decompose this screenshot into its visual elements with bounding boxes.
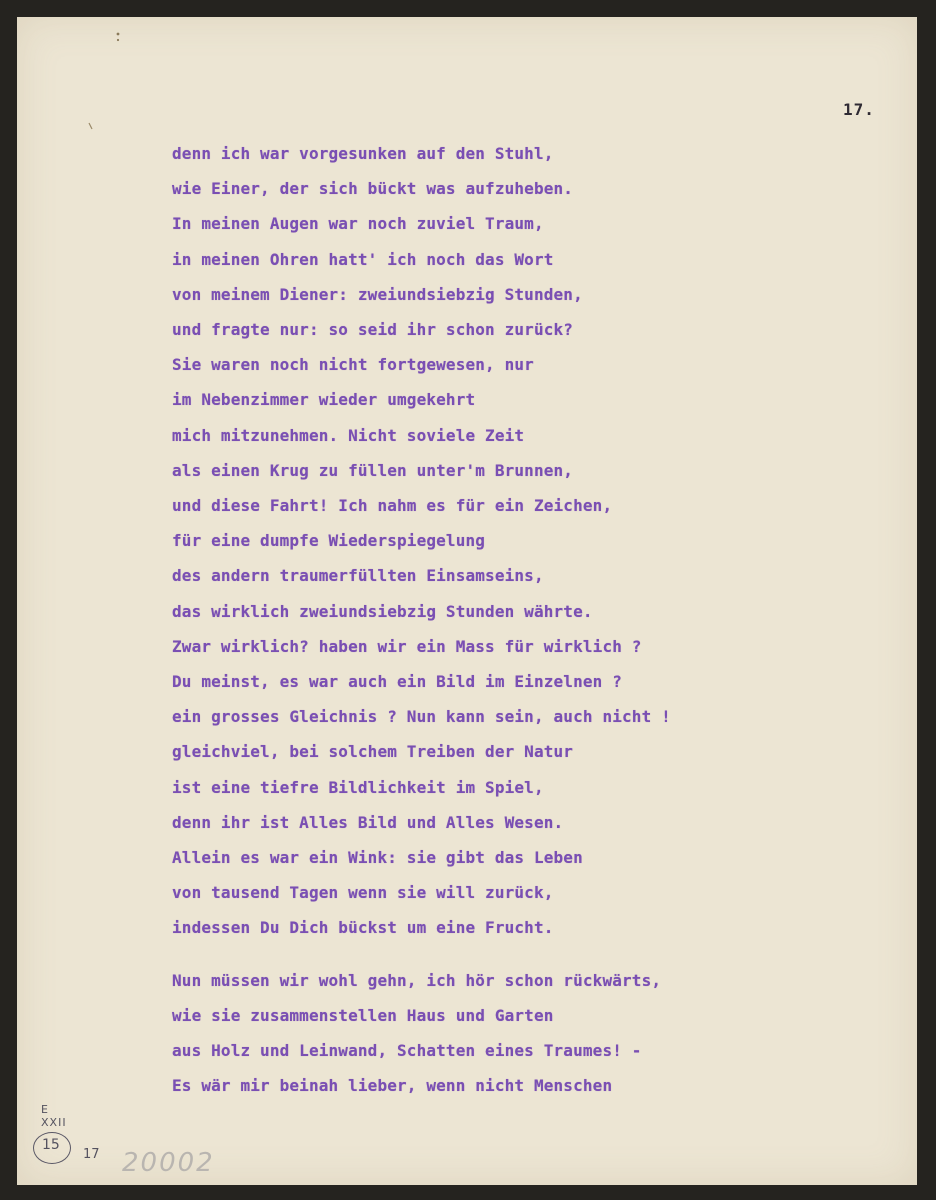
text-line: wie Einer, der sich bückt was aufzuheben.	[172, 179, 574, 199]
text-line: Allein es war ein Wink: sie gibt das Leben	[172, 848, 583, 867]
text-line: denn ich war vorgesunken auf den Stuhl,	[172, 144, 554, 163]
text-line: gleichviel, bei solchem Treiben der Natur	[172, 742, 574, 762]
text-line: von meinem Diener: zweiundsiebzig Stunden,	[172, 284, 583, 304]
text-line: als einen Krug zu füllen unter'm Brunnen,	[172, 460, 574, 480]
text-line: in meinen Ohren hatt' ich noch das Wort	[172, 249, 554, 269]
text-line: im Nebenzimmer wieder umgekehrt	[172, 390, 476, 410]
text-line: Sie waren noch nicht fortgewesen, nur	[172, 355, 534, 375]
text-line: Zwar wirklich? haben wir ein Mass für wirklich ?	[172, 636, 642, 656]
text-line: Es wär mir beinah lieber, wenn nicht Menschen	[172, 1076, 613, 1096]
folio-subnumber: 17	[83, 1147, 100, 1162]
text-line: das wirklich zweiundsiebzig Stunden währte.	[172, 601, 593, 621]
text-line: indessen Du Dich bückst um eine Frucht.	[172, 918, 554, 938]
text-line: und fragte nur: so seid ihr schon zurück?	[172, 320, 574, 339]
text-line: für eine dumpfe Wiederspiegelung	[172, 531, 486, 551]
text-line: ein grosses Gleichnis ? Nun kann sein, auch nicht !	[172, 707, 671, 727]
inventory-number: 20002	[122, 1148, 215, 1178]
text-line: mich mitzunehmen. Nicht soviele Zeit	[172, 425, 525, 445]
text-line: Nun müssen wir wohl gehn, ich hör schon rückwärts,	[172, 970, 662, 990]
text-line: ist eine tiefre Bildlichkeit im Spiel,	[172, 777, 544, 797]
text-line: und diese Fahrt! Ich nahm es für ein Zeichen,	[172, 496, 613, 515]
document-page	[17, 17, 917, 1185]
page-number: 17.	[843, 100, 875, 119]
text-line: In meinen Augen war noch zuviel Traum,	[172, 214, 544, 234]
text-line: von tausend Tagen wenn sie will zurück,	[172, 883, 554, 903]
archive-signature: E XXII	[41, 1103, 67, 1129]
text-line: denn ihr ist Alles Bild und Alles Wesen.	[172, 812, 564, 832]
text-line: wie sie zusammenstellen Haus und Garten	[172, 1005, 554, 1025]
text-line: aus Holz und Leinwand, Schatten eines Traumes! -	[172, 1041, 642, 1060]
folio-number: 15	[42, 1137, 60, 1153]
text-line: des andern traumerfüllten Einsamseins,	[172, 566, 544, 586]
text-line: Du meinst, es war auch ein Bild im Einzelnen ?	[172, 672, 623, 691]
